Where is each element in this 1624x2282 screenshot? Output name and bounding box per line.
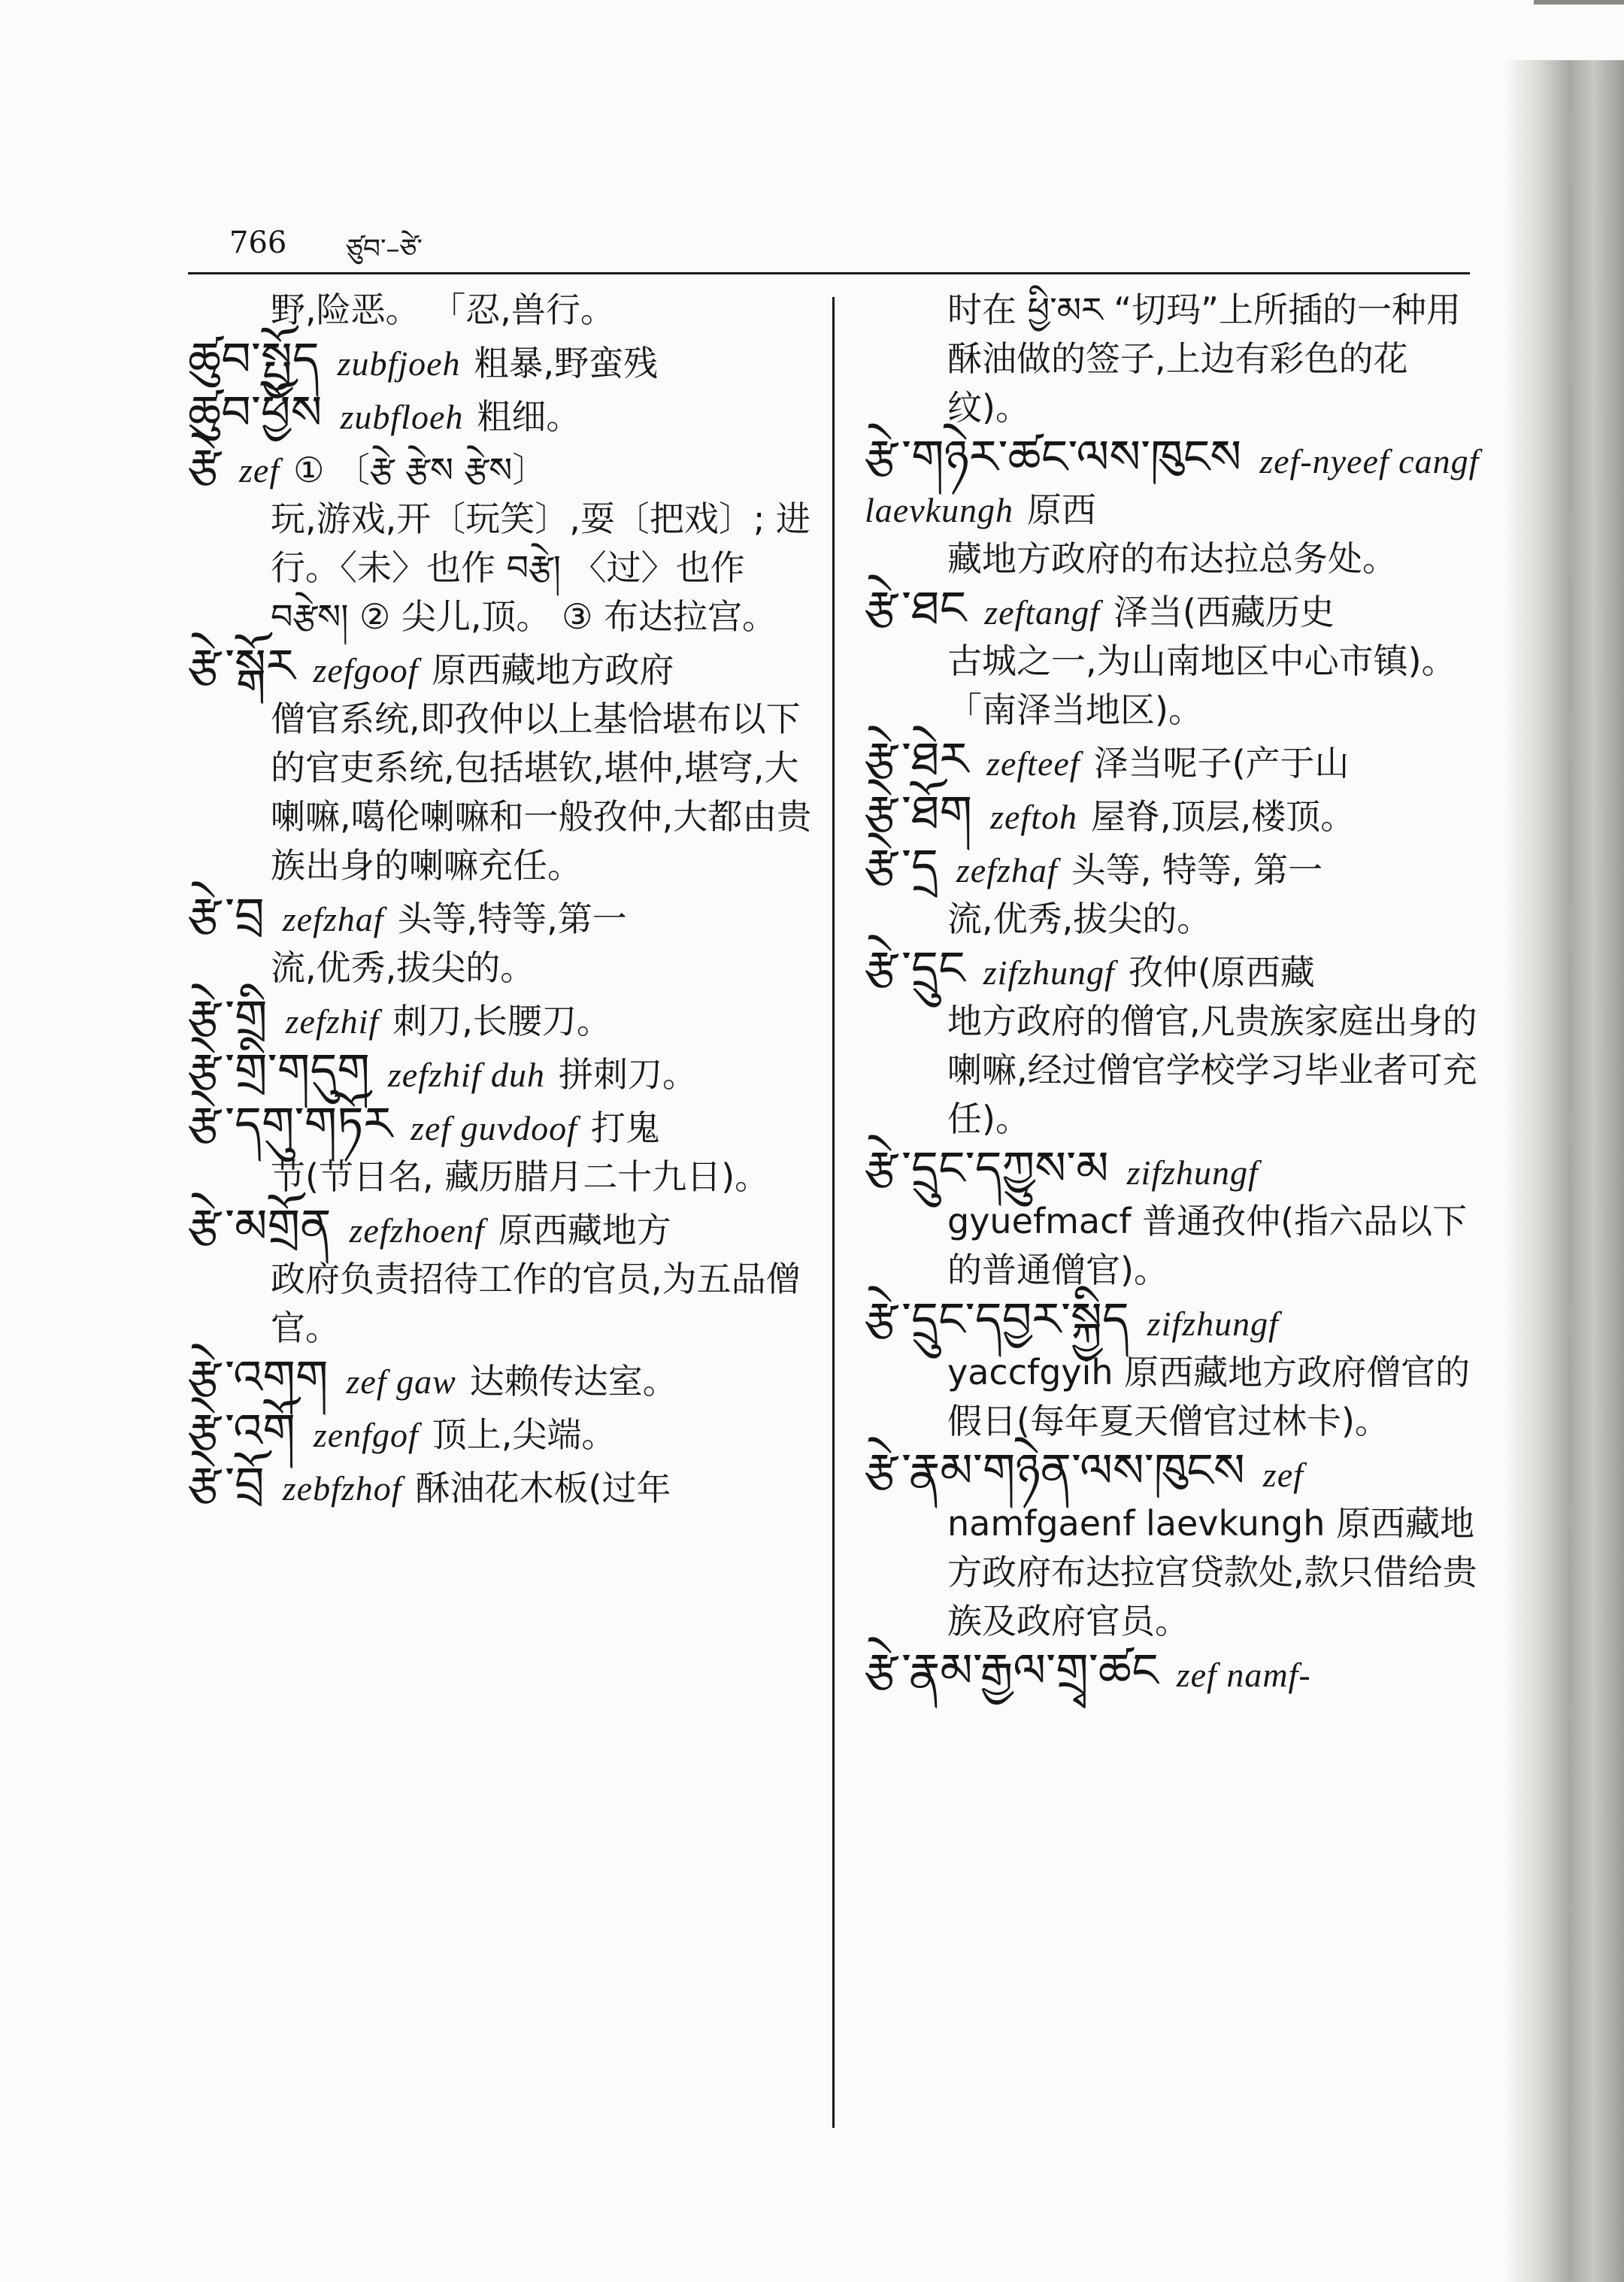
definition: 粗暴,野蛮残 (474, 343, 659, 383)
definition-continued: 流,优秀,拔尖的。 (947, 899, 1212, 939)
dictionary-entry (188, 1096, 816, 1202)
definition: 头等, 特等, 第一 (1071, 850, 1323, 890)
headword-tibetan: རྩེ་འགོ (188, 1403, 295, 1458)
headword-romanization: zubfloeh (340, 398, 464, 436)
scan-edge (1534, 0, 1624, 5)
headword-tibetan: རྩེ་གྲི་གདུག (188, 1043, 370, 1098)
headword-romanization: zubfjoeh (337, 344, 461, 383)
headword-tibetan: རྩེ་སྒོར (188, 638, 295, 693)
definition-continued: 地方政府的僧官,凡贵族家庭出身的喇嘛,经过僧官学校学习毕业者可充任)。 (947, 1001, 1477, 1139)
running-head: ཙུབ་–ཙེ་ (346, 234, 423, 265)
dictionary-entry (865, 580, 1481, 735)
headword-tibetan: རྩེ་རྣམ་རྒྱལ་གྲྭ་ཚང (865, 1643, 1159, 1698)
headword-tibetan: རྩེ་ཐང (865, 580, 967, 635)
definition-continued: gyuefmacf 普通孜仲(指六品以下的普通僧官)。 (947, 1201, 1468, 1290)
headword-tibetan: རྩེ་དྲུང་དབྱར་སྐྱིད (865, 1292, 1129, 1347)
headword-tibetan: རྩེ་བྲོ (188, 1456, 265, 1511)
headword-tibetan: རྩེ་རྣམ་གཉེན་ལས་ཁུངས (865, 1443, 1245, 1498)
headword-tibetan: རྩེ་གཉེར་ཚང་ལས་ཁུངས (865, 429, 1242, 484)
dictionary-entry (865, 1643, 1481, 1699)
headword-romanization: zef namf- (1176, 1656, 1311, 1694)
headword-romanization: zef (1262, 1456, 1304, 1494)
definition: 拼刺刀。 (558, 1054, 697, 1095)
definition: 顶上,尖端。 (432, 1414, 617, 1455)
headword-romanization: zefzhif (285, 1002, 380, 1041)
headword-tibetan: རྩེ་དགུ་གཏོར (188, 1096, 393, 1151)
definition: 头等,特等,第一 (397, 899, 627, 939)
headword-romanization: zef gaw (346, 1362, 456, 1401)
dictionary-entry (188, 332, 816, 388)
page-number: 766 (229, 226, 287, 260)
dictionary-entry (188, 1199, 816, 1353)
dictionary-entry (188, 989, 816, 1046)
headword-tibetan: རྩེ་ཐེར (865, 732, 969, 786)
dictionary-entry (188, 887, 816, 993)
headword-tibetan: རྩེ་དྲུང (865, 941, 965, 996)
dictionary-entry (188, 1350, 816, 1406)
headword-romanization: zifzhungf (1147, 1305, 1279, 1343)
definition: ① 〔རྩེ རྩེས རྩེས〕 (293, 450, 547, 490)
definition: 刺刀,长腰刀。 (392, 1001, 611, 1041)
dictionary-entry (865, 429, 1481, 583)
headword-tibetan: རྩེ་མགྲོན (188, 1199, 332, 1253)
definition-continued: 古城之一,为山南地区中心市镇)。 「南泽当地区)。 (947, 641, 1456, 730)
headword-romanization: zef-nyeef cangf laevkungh (865, 442, 1480, 529)
column-divider (832, 297, 835, 2128)
headword-tibetan: ཚུབ་སྤྱོད (188, 332, 320, 386)
definition-continued: 流,优秀,拔尖的。 (271, 947, 535, 988)
definition-continued: namfgaenf laevkungh 原西藏地方政府布达拉宫贷款处,款只借给贵族及政府官员。 (947, 1503, 1477, 1641)
definition: 粗细。 (477, 396, 581, 437)
continued-fragment: 野,险恶。 「忍,兽行。 (271, 289, 615, 330)
definition: 泽当呢子(产于山 (1093, 743, 1350, 783)
headword-romanization: zenfgof (313, 1416, 419, 1454)
headword-tibetan: རྩེ་གྲི (188, 989, 268, 1044)
headword-romanization: zebfzhof (282, 1469, 402, 1508)
dictionary-entry (865, 1292, 1481, 1446)
headword-romanization: zef (239, 451, 280, 489)
definition: 屋脊,顶层,楼顶。 (1091, 796, 1356, 837)
definition-continued: 玩,游戏,开〔玩笑〕,耍〔把戏〕; 进行。〈未〉也作 བརྩེ། 〈过〉也作 བརྩེས། ② 尖儿,顶。 ③ 布达拉宫。 (271, 499, 810, 637)
headword-tibetan: རྩེ (188, 438, 222, 493)
definition: 酥油花木板(过年 (415, 1468, 671, 1508)
dictionary-entry (188, 638, 816, 890)
definition: 原西藏地方 (498, 1210, 671, 1250)
dictionary-entry (865, 1443, 1481, 1646)
left-column (188, 286, 816, 1513)
headword-romanization: zefgoof (313, 651, 419, 689)
headword-romanization: zifzhungf (1126, 1153, 1259, 1192)
headword-tibetan: རྩེ་བྲ (188, 887, 265, 942)
headword-romanization: zefzhaf (282, 900, 384, 938)
headword-romanization: zefzhif duh (387, 1056, 545, 1094)
headword-romanization: zifzhungf (983, 953, 1115, 992)
headword-tibetan: རྩེ་དྲ (865, 838, 938, 893)
definition-continued: 僧官系统,即孜仲以上基恰堪布以下的官吏系统,包括堪钦,堪仲,堪穹,大喇嘛,噶伦喇嘛和一般孜仲,大都由贵族出身的喇嘛充任。 (271, 699, 812, 886)
continued-fragment: 时在 ཕྱི་མར “切玛”上所插的一种用酥油做的签子,上边有彩色的花纹)。 (947, 289, 1462, 428)
headword-romanization: zefzhoenf (349, 1211, 485, 1250)
headword-romanization: zefzhaf (956, 851, 1058, 889)
dictionary-entry (865, 732, 1481, 788)
dictionary-entry (188, 1043, 816, 1099)
definition-continued: yaccfgyih 原西藏地方政府僧官的假日(每年夏天僧官过林卡)。 (947, 1352, 1471, 1441)
page-header (0, 218, 1504, 278)
page-edge-shadow (1504, 60, 1624, 2282)
headword-romanization: zefteef (986, 744, 1080, 783)
dictionary-entry (865, 785, 1481, 841)
definition: 打鬼 (590, 1108, 660, 1148)
definition: 原西藏地方政府 (432, 650, 674, 690)
headword-tibetan: རྩེ་ཐོག (865, 785, 973, 840)
headword-romanization: zef guvdoof (411, 1109, 577, 1147)
definition: 达赖传达室。 (469, 1361, 677, 1402)
dictionary-entry (188, 385, 816, 441)
entry-list (865, 429, 1481, 1699)
right-column (865, 286, 1481, 1699)
headword-tibetan: ཚུབ་ཕྱོས (188, 385, 323, 440)
headword-romanization: zeftoh (990, 798, 1077, 836)
entry-list (188, 332, 816, 1513)
headword-tibetan: རྩེ་འགག (188, 1350, 329, 1405)
dictionary-entry (865, 1141, 1481, 1295)
headword-tibetan: རྩེ་དྲུང་དཀྱུས་མ (865, 1141, 1109, 1196)
definition: 原西 (1027, 489, 1097, 530)
definition-continued: 藏地方政府的布达拉总务处。 (947, 538, 1397, 579)
dictionary-entry (188, 1403, 816, 1459)
header-rule (188, 272, 1470, 274)
dictionary-entry (188, 438, 816, 641)
definition: 孜仲(原西藏 (1128, 952, 1315, 993)
definition: 泽当(西藏历史 (1113, 592, 1335, 632)
dictionary-entry (865, 941, 1481, 1144)
dictionary-entry (865, 838, 1481, 944)
dictionary-entry (188, 1456, 816, 1513)
definition-continued: 节(节日名, 藏历腊月二十九日)。 (271, 1156, 770, 1197)
headword-romanization: zeftangf (984, 593, 1100, 632)
definition-continued: 政府负责招待工作的官员,为五品僧官。 (271, 1259, 801, 1348)
